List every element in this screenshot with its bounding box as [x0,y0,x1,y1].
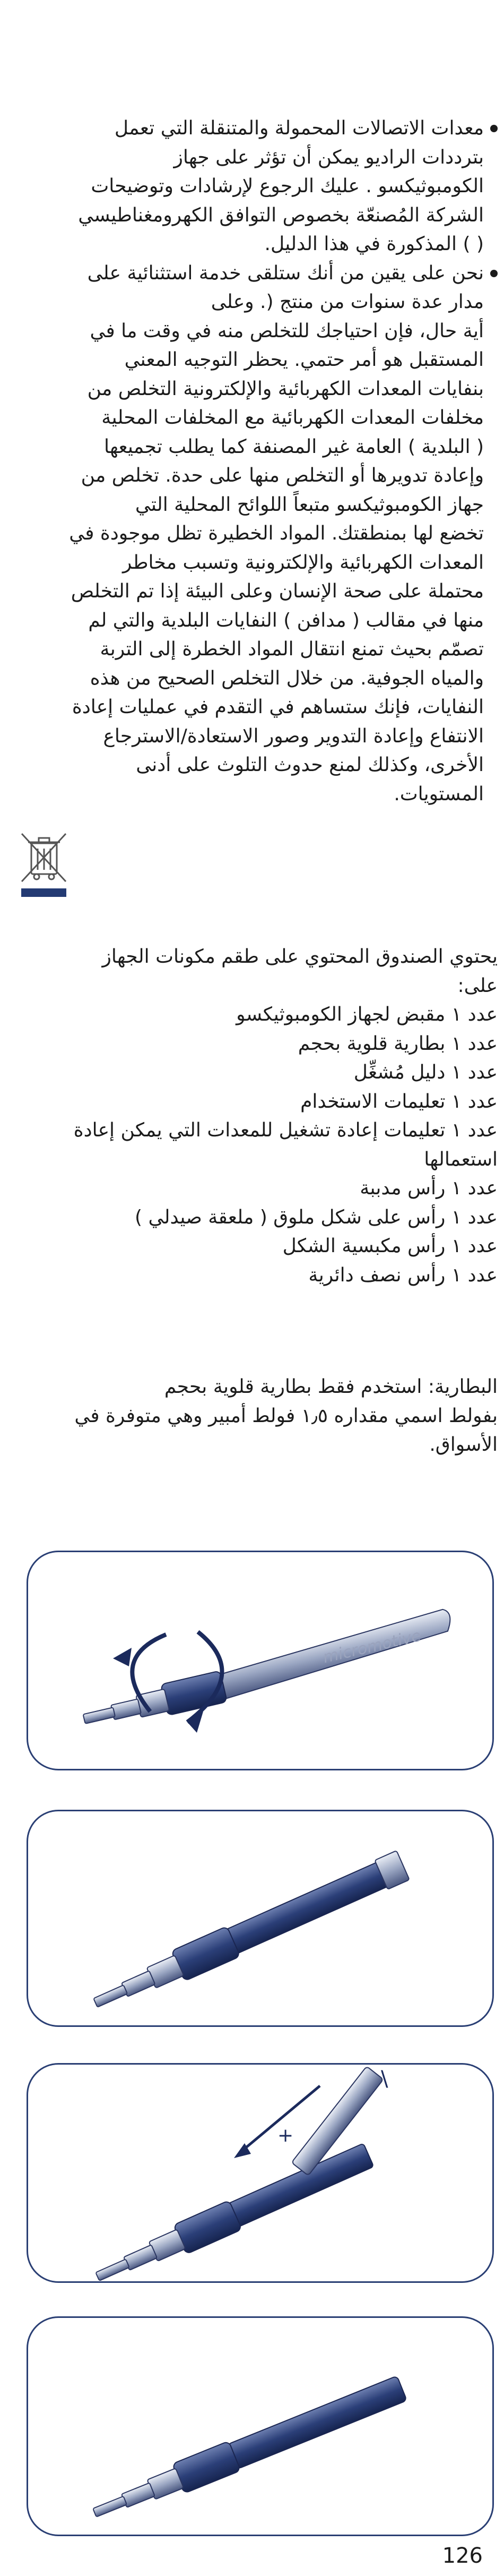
list-item: عدد ١ دليل مُشغِّل [353,1062,498,1083]
text-line: ( ) المذكورة في هذا الدليل. [264,233,484,255]
text-line: النفايات، فإنك ستساهم في التقدم في عمليات إعادة [72,696,484,718]
page-number: 126 [442,2544,483,2568]
svg-text:\: \ [381,2067,388,2091]
text-line: المستويات. [394,783,484,805]
list-item: عدد ١ رأس مكبسية الشكل [282,1235,498,1257]
text-line: ( البلدية ) العامة غير المصنفة كما يطلب تجميعها [103,435,484,458]
text-line: مخلفات المعدات الكهربائية مع المخلفات المحلية [101,407,484,429]
figure-twist-handle [27,1551,494,1770]
list-item: عدد ١ رأس مدببة [360,1177,498,1199]
battery-text: الأسواق. [429,1434,498,1456]
battery-section [31,1373,498,1460]
svg-text:+: + [277,2125,294,2146]
text-line: مدار عدة سنوات من منتج (. وعلى [211,291,484,313]
battery-text: بفولط اسمي مقداره ١٫٥ فولط أمبير وهي متوفرة في [74,1405,498,1427]
text-line: نحن على يقين من أنك ستلقى خدمة استثنائية على [87,262,484,284]
text-line: الشركة المُصنعّة بخصوص التوافق الكهرومغناطيسي [78,204,484,226]
device-open-illustration [28,1811,492,2025]
text-line: المستقبل هو أمر حتمي. يحظر التوجيه المعني [124,349,484,371]
text-line: معدات الاتصالات المحمولة والمتنقلة التي تعمل [114,117,484,139]
bullet-dot [490,125,498,132]
text-line: وإعادة تدويرها أو التخلص منها على حدة. تخلص من [81,465,484,486]
list-item: عدد ١ رأس نصف دائرية [308,1264,498,1286]
list-item: استعمالها [424,1148,498,1170]
text-line: تخضع لها بمنطقتك. المواد الخطيرة تظل موجودة في [69,523,484,544]
box-contents-intro: على: [457,974,498,997]
text-line: والمياه الجوفية. من خلال التخلص الصحيح من هذه [90,667,484,689]
bullet-dot [490,270,498,277]
text-line: تصمّم بحيث تمنع انتقال المواد الخطرة إلى التربة [100,638,484,660]
crossed-out-bin-icon [19,822,69,899]
list-item: عدد ١ تعليمات إعادة تشغيل للمعدات التي يمكن إعادة [73,1119,498,1141]
disposal-bullets [31,114,498,809]
battery-insert-illustration [28,2065,492,2281]
list-item: عدد ١ رأس على شكل ملوق ( ملعقة صيدلي ) [135,1206,498,1228]
figure-open-battery [27,1810,494,2027]
svg-text:micromotive: micromotive [321,1626,423,1667]
text-line: أية حال، فإن احتياجك للتخلص منه في وقت ما في [90,320,484,342]
text-line: منها في مقالب ( مدافن ) النفايات البلدية والتي لم [88,609,484,631]
list-item: عدد ١ مقبض لجهاز الكومبوثيكسو [236,1004,498,1025]
text-line: بترددات الراديو يمكن أن تؤثر على جهاز [173,146,484,168]
device-rotate-illustration [28,1552,492,1769]
battery-text: البطارية: استخدم فقط بطارية قلوية بحجم [164,1376,498,1398]
text-line: الانتفاع وإعادة التدوير وصور الاستعادة/الاسترجاع [103,725,484,747]
figure-insert-battery [27,2063,494,2283]
box-contents-intro: يحتوي الصندوق المحتوي على طقم مكونات الجهاز [102,946,498,968]
bullet-radio-interference [31,114,498,259]
figure-closed-device [27,2316,494,2536]
text-line: الأخرى، وكذلك لمنع حدوث التلوث على أدنى [136,754,484,776]
text-line: المعدات الكهربائية والإلكترونية وتسبب مخاطر [123,551,484,574]
box-contents-section [31,943,498,1290]
text-line: الكومبوثيكسو . عليك الرجوع لإرشادات وتوضيحات [91,175,484,197]
text-line: جهاز الكومبوثيكسو متبعاً اللوائح المحلية التي [135,493,484,516]
text-line: بنفايات المعدات الكهربائية والإلكترونية التخلص من [87,378,484,400]
list-item: عدد ١ تعليمات الاستخدام [300,1090,498,1112]
bullet-disposal [31,259,498,809]
text-line: محتملة على صحة الإنسان وعلى البيئة إذا تم التخلص [71,580,484,602]
device-closed-illustration [28,2318,492,2535]
list-item: عدد ١ بطارية قلوية بحجم [298,1032,498,1055]
